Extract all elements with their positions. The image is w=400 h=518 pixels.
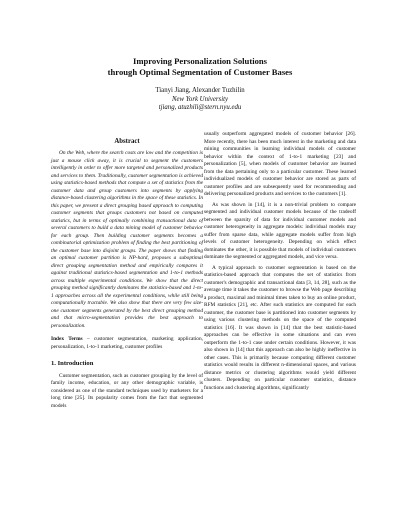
right-column	[204, 131, 356, 392]
intro-paragraph: Customer segmentation, such as customer grouping by the level of family income, education, or any other demographic variable, is considered as one of the standard techniques used by marketers for a long time [25]. Its popularity comes from the fact that segmented models	[51, 372, 203, 409]
index-terms-text: – customer segmentation, marketing application, personalization, 1-to-1 marketing, customer profiles	[51, 336, 203, 350]
abstract-text: On the Web, where the search costs are low and the competition is just a mouse click away, it is crucial to segment the customers intelligently in order to offer more targeted and personalized products and services to them. Traditionally, customer segmentation is achieved using statistics-based methods that compute a set of statistics from the customer data and group customers into segments by applying distance-based clustering algorithms in the space of these statistics. In this paper, we present a direct grouping based approach to computing customer segments that groups customers not based on computed statistics, but in terms of optimally combining transactional data of several customers to build a data mining model of customer behavior for each group. Then building customer segments becomes a combinatorial optimization problem of finding the best partitioning of the customer base into disjoint groups. The paper shows that finding an optimal customer partition is NP-hard, proposes a suboptimal direct grouping segmentation method and empirically compares it against traditional statistics-based segmentation and 1-to-1 methods across multiple experimental conditions. We show that the direct grouping method significantly dominates the statistics-based and 1-to-1 approaches across all the experimental conditions, while still being computationally tractable. We also show that there are very few size-one customer segments generated by the best direct grouping method and that micro-segmentation provides the best approach to personalization.	[51, 150, 203, 329]
intro-heading: 1. Introduction	[51, 360, 94, 367]
author-affiliation: New York University	[171, 95, 228, 103]
index-terms	[51, 336, 203, 351]
paper-title-line1: Improving Personalization Solutions	[132, 56, 268, 66]
author-names: Tianyi Jiang, Alexander Tuzhilin	[155, 87, 245, 94]
right-paragraph-3: A typical approach to customer segmentation is based on the statistics-based approach that computes the set of statistics from customer's demographic and transactional data [3, 14, 28], such as the average time it takes the customer to browse the Web page describing a product, maximal and minimal times taken to buy an online product, RFM statistics [21], etc. After such statistics are computed for each customer, the customer base is partitioned into customer segments by using various clustering methods on the space of the computed statistics [16]. It was shown in [14] that the best statistic-based approaches can be effective in some situations and can even outperform the 1-to-1 case under certain conditions. However, it was also shown in [14] that this approach can also be highly ineffective in other cases. This is primarily because computing different customer statistics would results in different n-dimensional spaces, and various distance metrics or clustering algorithms would yield different clusters. Depending on particular customer statistics, distance functions and clustering algorithms, significantly	[204, 264, 356, 391]
author-email: tjiang, atuzhili@stern.nyu.edu	[158, 104, 242, 112]
left-column	[51, 150, 203, 410]
index-terms-label: Index Terms	[51, 336, 83, 342]
right-paragraph-1: usually outperform aggregated models of customer behavior [26]. More recently, there has been much interest in the marketing and data mining communities in learning individual models of customer behavior within the context of 1-to-1 marketing [23] and personalization [5], when models of customer behavior are learned from the data pertaining only to a particular customer. These learned individualized models of customer behavior are stored as parts of customer profiles and are subsequently used for recommending and delivering personalized products and services to the customers [1].	[204, 131, 356, 197]
abstract-heading: Abstract	[114, 138, 140, 145]
author-block	[100, 87, 300, 113]
right-paragraph-2: As was shown in [14], it is a non-trivial problem to compare segmented and individual customer models because of the tradeoff between the sparsity of data for individual customer models and customer heterogeneity in aggregate models: individual models may suffer from sparse data, while aggregate models suffer from high levels of customer heterogeneity. Depending on which effect dominates the other, it is possible that models of individual customers dominate the segmented or aggregated models, and vice versa.	[204, 201, 356, 260]
paper-title-line2: through Optimal Segmentation of Customer Bases	[107, 67, 293, 77]
